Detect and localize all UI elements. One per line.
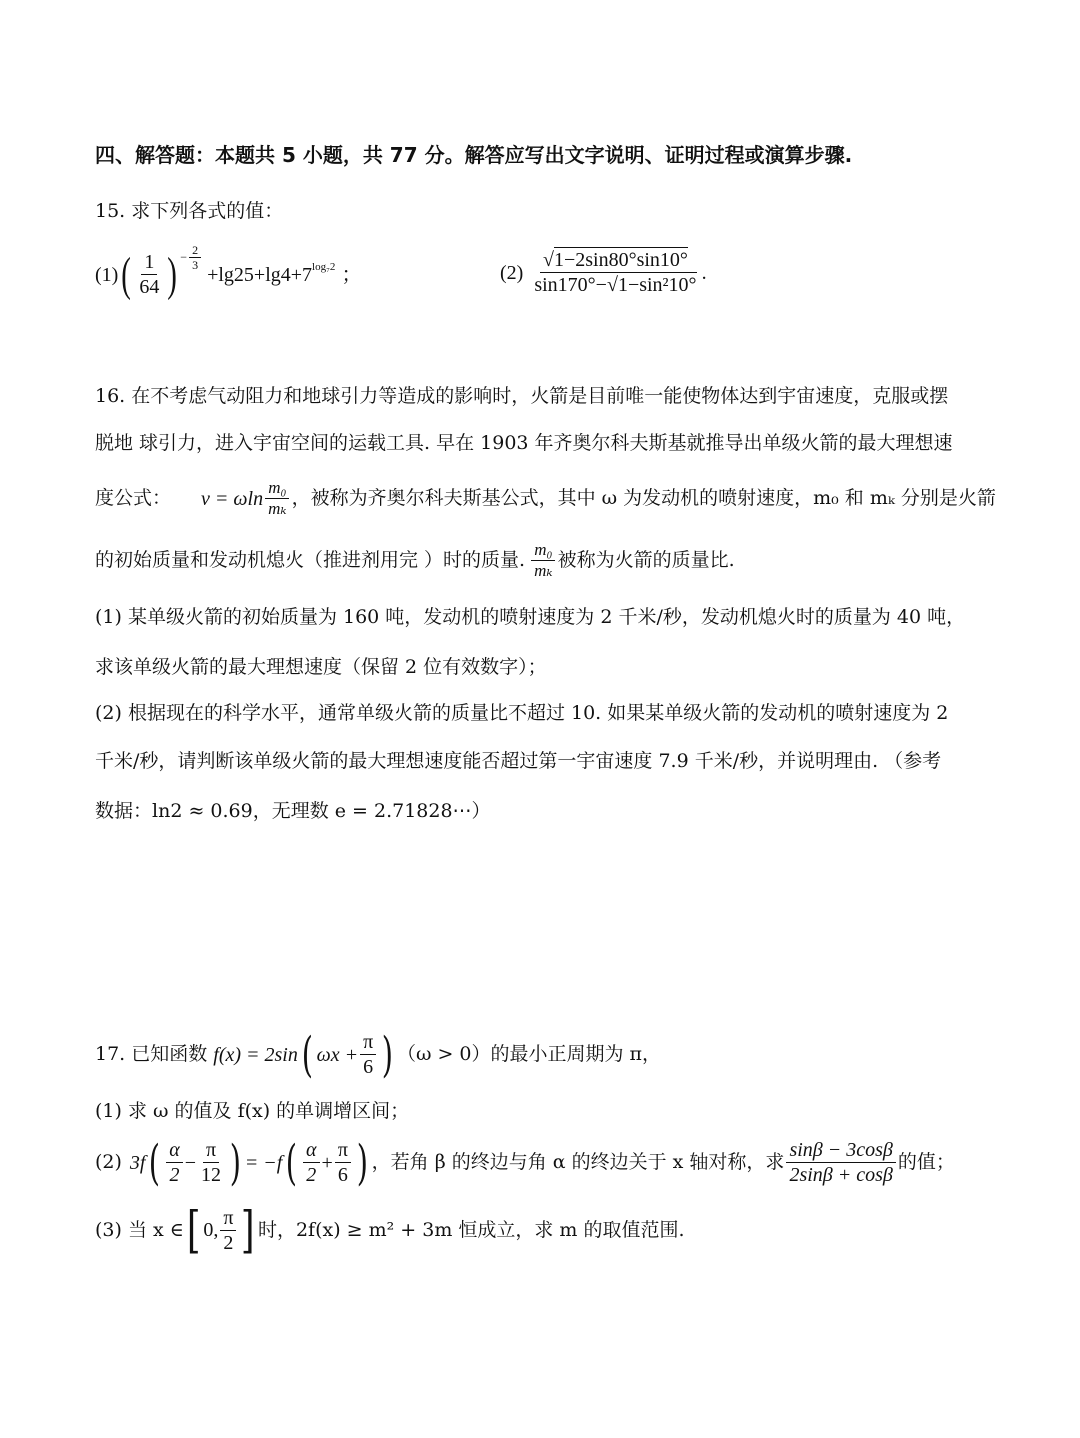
- q15-part2: (2) $\frac{√1-2\sin 80^\circ\sin 10^\circ}{\text{sin170°−√1−sin²10°}}$ .: [500, 249, 707, 296]
- q16-mass-ratio-2: $\frac{\text{m₀}}{\text{mₖ}}$: [531, 540, 555, 582]
- q16-line1: 16. 在不考虑气动阻力和地球引力等造成的影响时，火箭是目前唯一能使物体达到宇宙速度，克服或摆: [95, 385, 949, 407]
- q15-p1-rest: +lg25+lg4+7: [207, 263, 313, 286]
- q16-line2: 脱地 球引力，进入宇宙空间的运载工具. 早在 1903 年齐奥尔科夫斯基就推导出单级火箭的最大理想速: [95, 432, 953, 454]
- q16-mass-ratio: $\frac{\text{m₀}}{\text{mₖ}}$: [265, 478, 289, 520]
- q15-part1: (1) ( $\frac{1}{64}$ ) − $\frac{2}{3}$ +lg25+lg4+7 log₇2 ；: [95, 242, 362, 301]
- q16-part2-line1: (2) 根据现在的科学水平，通常单级火箭的质量比不超过 10. 如果某单级火箭的发动机的喷射速度为 2: [95, 702, 949, 724]
- q17-part3: (3) 当 x ∈ [ 0, $\frac{\pi}{2}$ ] 时，2f(x) ≥ m² + 3m 恒成立，求 m 的取值范围.: [95, 1201, 685, 1259]
- q17-part1: (1) 求 ω 的值及 f(x) 的单调增区间；: [95, 1100, 410, 1122]
- q16-line4: 的初始质量和发动机熄火（推进剂用完 ）时的质量. $\frac{\text{m₀}}{\text{mₖ}}$ 被称为火箭的质量比.: [95, 540, 735, 581]
- q16-part2-line3: 数据：ln2 ≈ 0.69，无理数 e = 2.71828⋯）: [95, 800, 491, 822]
- section-title: 四、解答题：本题共 5 小题，共 77 分。解答应写出文字说明、证明过程或演算步骤.: [95, 143, 853, 167]
- q15-p1-exponent: − $\frac{2}{3}$: [180, 243, 203, 273]
- q15-p2-label: (2): [500, 261, 524, 284]
- q17-stem: 17. 已知函数 f(x) = 2sin ( ωx + $\frac{\pi}{6}$ ) （ω > 0）的最小正周期为 π，: [95, 1026, 662, 1083]
- q15-p1-label: (1): [95, 263, 119, 286]
- q16-part1-line1: (1) 某单级火箭的初始质量为 160 吨，发动机的喷射速度为 2 千米/秒，发动机熄火时的质量为 40 吨，: [95, 606, 966, 628]
- q17-part2: (2) 3f ( $\frac{\alpha}{2}$ − $\frac{\pi}{12}$ ) = −f ( $\frac{\alpha}{2}$ + $\frac{\pi}{6}$ ) ，若角 β 的终边与角 α 的终边关于 x 轴对称，求 $\frac{\sin\beta - 3\cos\beta}{2\sin\beta + \cos\beta}$ 的值；: [95, 1134, 955, 1191]
- q15-stem: 15. 求下列各式的值：: [95, 200, 284, 222]
- q15-p2-fraction: $\frac{√1-2\sin 80^\circ\sin 10^\circ}{\text{sin170°−√1−sin²10°}}$: [534, 249, 697, 296]
- q17-pi-over-6: $\frac{\pi}{6}$: [360, 1030, 376, 1079]
- q15-p1-log-exponent: log₇2: [312, 260, 336, 273]
- q16-line3: 度公式： v = ωln $\frac{\text{m₀}}{\text{mₖ}}$ ，被称为齐奥尔科夫斯基公式，其中 ω 为发动机的喷射速度，m₀ 和 mₖ 分别是火箭: [95, 478, 996, 519]
- q16-part1-line2: 求该单级火箭的最大理想速度（保留 2 位有效数字）；: [95, 656, 547, 678]
- q15-p1-fraction: $\frac{1}{64}$: [139, 251, 160, 298]
- q16-formula: v = ωln: [201, 487, 264, 510]
- q16-part2-line2: 千米/秒，请判断该单级火箭的最大理想速度能否超过第一宇宙速度 7.9 千米/秒，并说明理由. （参考: [95, 750, 942, 772]
- q17-trig-ratio: $\frac{\sin\beta - 3\cos\beta}{2\sin\beta + \cos\beta}$: [786, 1138, 895, 1187]
